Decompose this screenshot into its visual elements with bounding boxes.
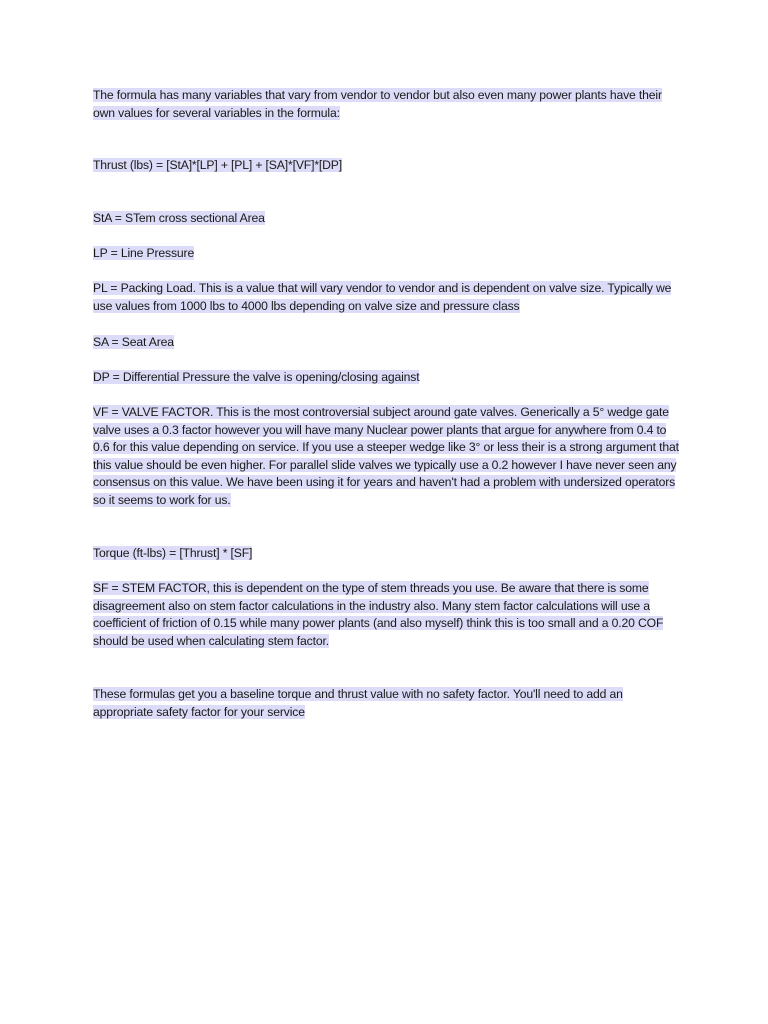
highlighted-text: LP = Line Pressure <box>93 246 195 260</box>
definition-vf <box>93 404 683 510</box>
highlighted-text: These formulas get you a baseline torque and thrust value with no safety factor. You'll need to add an appropriate safety factor for your service <box>93 687 623 719</box>
highlighted-text: DP = Differential Pressure the valve is opening/closing against <box>93 370 420 384</box>
highlighted-text: Torque (ft-lbs) = [Thrust] * [SF] <box>93 546 253 560</box>
highlighted-text: Thrust (lbs) = [StA]*[LP] + [PL] + [SA]*[VF]*[DP] <box>93 158 343 172</box>
definition-sta <box>93 210 683 228</box>
highlighted-text: The formula has many variables that vary from vendor to vendor but also even many power plants have their own values for several variables in the formula: <box>93 88 662 120</box>
closing-paragraph <box>93 686 683 721</box>
thrust-formula <box>93 157 683 175</box>
highlighted-text: StA = STem cross sectional Area <box>93 211 265 225</box>
torque-formula <box>93 545 683 563</box>
definition-lp <box>93 245 683 263</box>
highlighted-text: PL = Packing Load. This is a value that will vary vendor to vendor and is dependent on valve size. Typically we use values from 1000 lbs to 4000 lbs depending on valve size and pressure class <box>93 281 672 313</box>
intro-paragraph <box>93 87 683 122</box>
definition-pl <box>93 280 683 315</box>
highlighted-text: VF = VALVE FACTOR. This is the most controversial subject around gate valves. Generically a 5° wedge gate valve uses a 0.3 factor however you will have many Nuclear power plants that argue for anywhere from 0.4 to 0.6 for this value depending on service. If you use a steeper wedge like 3° or less their is a strong argument that this value should be even higher. For parallel slide valves we typically use a 0.2 however I have never seen any consensus on this value. We have been using it for years and haven't had a problem with undersized operators so it seems to work for us. <box>93 405 679 507</box>
definition-dp <box>93 369 683 387</box>
definition-sa <box>93 334 683 352</box>
definition-sf <box>93 580 683 650</box>
highlighted-text: SA = Seat Area <box>93 335 174 349</box>
highlighted-text: SF = STEM FACTOR, this is dependent on the type of stem threads you use. Be aware that there is some disagreement also on stem factor calculations in the industry also. Many stem factor calculations will use a coefficient of friction of 0.15 while many power plants (and also myself) think this is too small and a 0.20 COF should be used when calculating stem factor. <box>93 581 664 648</box>
